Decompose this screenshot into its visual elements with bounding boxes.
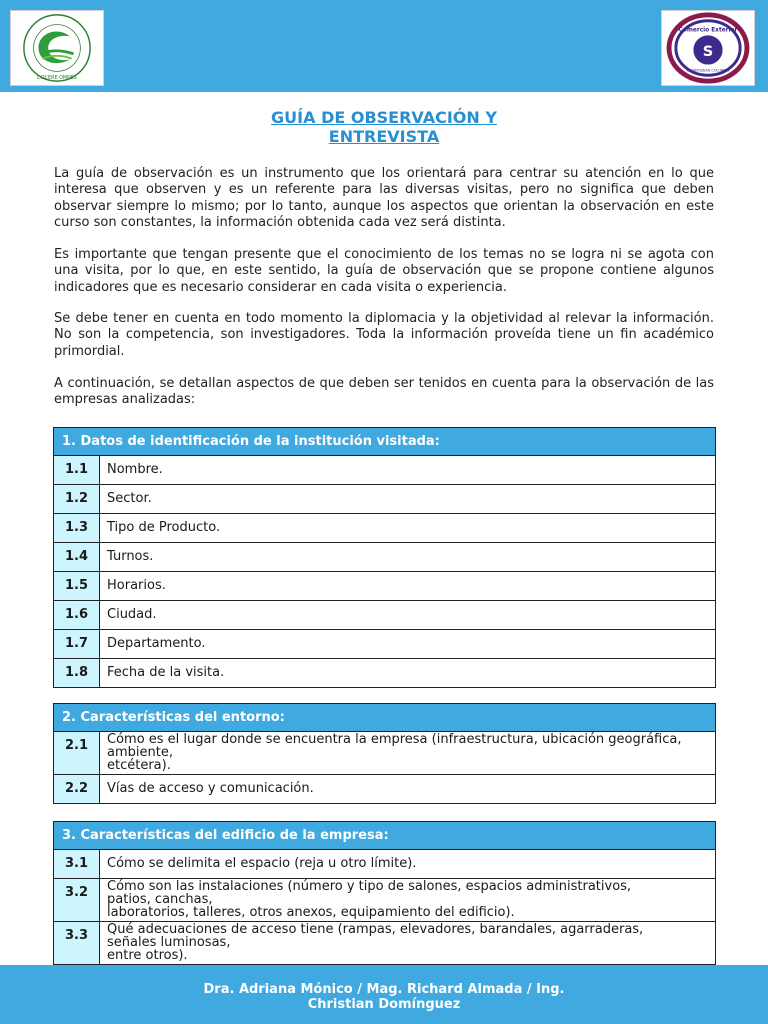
item-text-line: etcétera). bbox=[107, 758, 171, 773]
table-row bbox=[54, 456, 715, 485]
table-row bbox=[54, 514, 715, 543]
item-number: 1.3 bbox=[54, 514, 100, 542]
footer-band bbox=[0, 965, 768, 1024]
item-number: 3.1 bbox=[54, 850, 100, 878]
item-text bbox=[100, 732, 715, 774]
item-number: 1.7 bbox=[54, 630, 100, 658]
table-row bbox=[54, 485, 715, 514]
table-row bbox=[54, 850, 715, 879]
section-1-heading: 1. Datos de identificación de la institución visitada: bbox=[54, 428, 715, 456]
item-text bbox=[100, 922, 715, 964]
section-3-table bbox=[53, 821, 716, 965]
item-text-line: patios, canchas, bbox=[107, 892, 213, 907]
footer-authors bbox=[188, 982, 580, 1012]
aspects-paragraph: A continuación, se detallan aspectos de que deben ser tenidos en cuenta para la observación de las empresas analizadas: bbox=[54, 376, 714, 408]
table-row bbox=[54, 879, 715, 922]
seal-top-text: Comercio Exterior bbox=[678, 27, 738, 34]
item-number: 1.2 bbox=[54, 485, 100, 513]
item-number: 1.5 bbox=[54, 572, 100, 600]
item-text: Tipo de Producto. bbox=[107, 520, 221, 535]
item-number: 2.2 bbox=[54, 775, 100, 803]
table-row bbox=[54, 572, 715, 601]
table-row bbox=[54, 732, 715, 775]
table-row bbox=[54, 630, 715, 659]
table-row bbox=[54, 543, 715, 572]
svg-text:S: S bbox=[702, 42, 714, 60]
item-text: Turnos. bbox=[107, 549, 154, 564]
section-1-table bbox=[53, 427, 716, 688]
seal-motto: DOCERE OMNES bbox=[37, 75, 77, 82]
table-row bbox=[54, 601, 715, 630]
item-text-line: laboratorios, talleres, otros anexos, equipamiento del edificio). bbox=[107, 905, 515, 920]
header-band bbox=[0, 0, 768, 92]
seal-bottom-text: UNIVERSIDAD COLUMBIA bbox=[686, 68, 730, 73]
footer-line-2: Christian Domínguez bbox=[307, 997, 461, 1012]
item-text-line: ambiente, bbox=[107, 745, 173, 760]
title-line-2: ENTREVISTA bbox=[328, 127, 440, 146]
intro-paragraph: La guía de observación es un instrumento que los orientará para centrar su atención en lo que interesa que observen y es un referente para las diversas visitas, pero no significa que deben observar siempre lo mismo; por lo tanto, aunque los aspectos que orientan la observación en este curso son constantes, la información obtenida cada vez será distinta. bbox=[54, 166, 714, 230]
table-row bbox=[54, 659, 715, 687]
item-text: Departamento. bbox=[107, 636, 206, 651]
item-text-line: señales luminosas, bbox=[107, 935, 231, 950]
item-number: 1.8 bbox=[54, 659, 100, 687]
item-number: 3.3 bbox=[54, 922, 100, 964]
item-text-line: Qué adecuaciones de acceso tiene (rampas, elevadores, barandales, agarraderas, bbox=[107, 922, 644, 937]
item-text: Nombre. bbox=[107, 462, 163, 477]
section-3-heading: 3. Características del edificio de la empresa: bbox=[54, 822, 715, 850]
item-text-line: Cómo son las instalaciones (número y tipo de salones, espacios administrativos, bbox=[107, 879, 632, 894]
table-row bbox=[54, 922, 715, 964]
item-number: 3.2 bbox=[54, 879, 100, 921]
table-row bbox=[54, 775, 715, 803]
item-number: 1.6 bbox=[54, 601, 100, 629]
item-number: 1.4 bbox=[54, 543, 100, 571]
comercio-exterior-seal-icon bbox=[662, 11, 754, 85]
item-number: 1.1 bbox=[54, 456, 100, 484]
diplomacy-paragraph: Se debe tener en cuenta en todo momento la diplomacia y la objetividad al relevar la información. No son la competencia, son investigadores. Toda la información proveída tiene un fin académico primordial. bbox=[54, 311, 714, 359]
section-2-table bbox=[53, 703, 716, 804]
item-text-line: entre otros). bbox=[107, 948, 188, 963]
item-text-line: Cómo es el lugar donde se encuentra la empresa (infraestructura, ubicación geográfica, bbox=[107, 732, 682, 747]
university-logo bbox=[10, 10, 104, 86]
item-text: Fecha de la visita. bbox=[107, 665, 225, 680]
item-text: Cómo se delimita el espacio (reja u otro límite). bbox=[107, 856, 417, 871]
university-seal-icon bbox=[11, 11, 103, 85]
comercio-exterior-logo bbox=[661, 10, 755, 86]
item-text: Horarios. bbox=[107, 578, 166, 593]
title-line-1: GUÍA DE OBSERVACIÓN Y bbox=[271, 108, 497, 127]
item-text bbox=[100, 879, 715, 921]
section-2-heading: 2. Características del entorno: bbox=[54, 704, 715, 732]
item-text: Sector. bbox=[107, 491, 152, 506]
item-text: Vías de acceso y comunicación. bbox=[107, 781, 314, 796]
item-number: 2.1 bbox=[54, 732, 100, 774]
importance-paragraph: Es importante que tengan presente que el conocimiento de los temas no se logra ni se agota con una visita, por lo que, en este sentido, la guía de observación que se propone contiene algunos indicadores que es necesario considerar en cada visita o experiencia. bbox=[54, 247, 714, 295]
footer-line-1: Dra. Adriana Mónico / Mag. Richard Almada / Ing. bbox=[203, 982, 565, 997]
page-title bbox=[0, 108, 768, 146]
item-text: Ciudad. bbox=[107, 607, 157, 622]
